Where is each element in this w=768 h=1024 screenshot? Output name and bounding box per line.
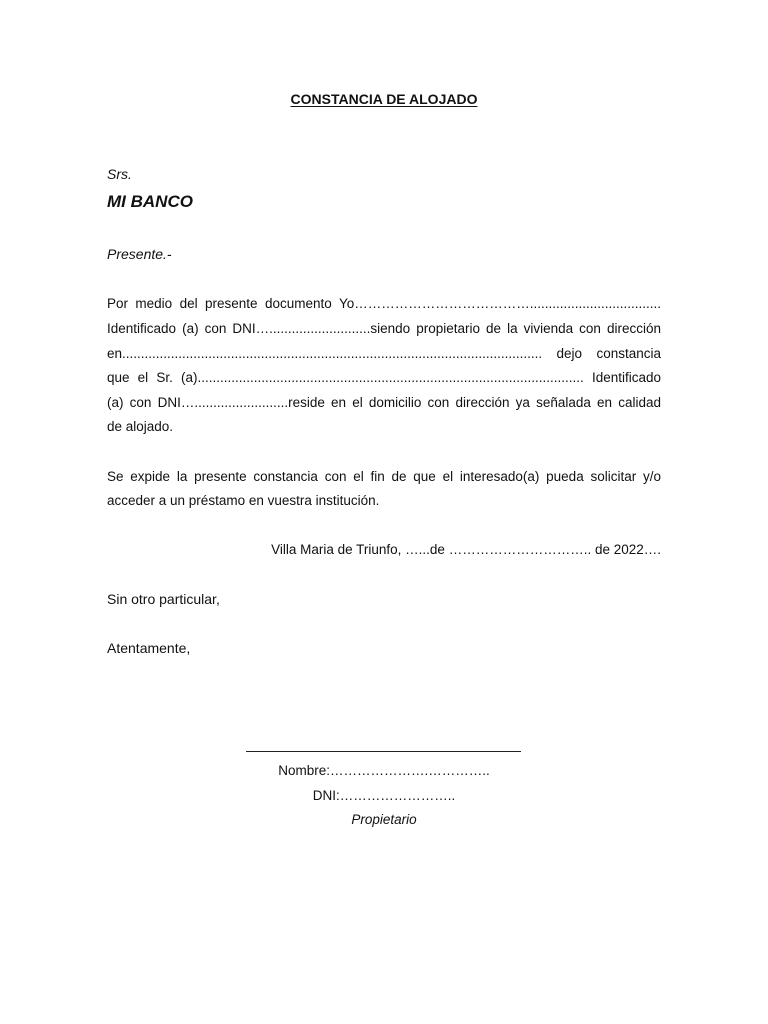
- signature-name-label: Nombre:………………….…………..: [278, 763, 490, 778]
- presente-label: Presente.-: [107, 246, 172, 262]
- document-title-text: CONSTANCIA DE ALOJADO: [290, 91, 478, 107]
- sign-off: Atentamente,: [107, 640, 191, 656]
- body-line-2: Identificado (a) con DNI…...........................siendo propietario de la vivienda con dirección: [107, 321, 661, 336]
- purpose-line-2: acceder a un préstamo en vuestra institución.: [107, 493, 380, 508]
- signature-dni-label: DNI:……………………..: [312, 788, 456, 803]
- document-title: [0, 91, 768, 107]
- closing-phrase: Sin otro particular,: [107, 591, 220, 607]
- signature-line: [246, 751, 521, 752]
- body-line-1: Por medio del presente documento Yo…………………………………...................................: [107, 296, 661, 311]
- place-date-line: Villa Maria de Triunfo, …...de ………………………….. de 2022….: [271, 542, 661, 557]
- body-line-6: de alojado.: [107, 419, 174, 434]
- body-line-3: en................................................................................................................ dejo constancia: [107, 346, 661, 361]
- purpose-line-1: Se expide la presente constancia con el fin de que el interesado(a) pueda solicitar y/o: [107, 469, 661, 484]
- salutation: Srs.: [107, 166, 132, 182]
- body-line-4: que el Sr. (a)....................................................................................................... Identificado: [107, 370, 661, 385]
- body-line-5: (a) con DNI….........................reside en el domicilio con dirección ya señalada en calidad: [107, 395, 661, 410]
- recipient-name: MI BANCO: [107, 192, 193, 211]
- signature-role: Propietario: [351, 812, 417, 827]
